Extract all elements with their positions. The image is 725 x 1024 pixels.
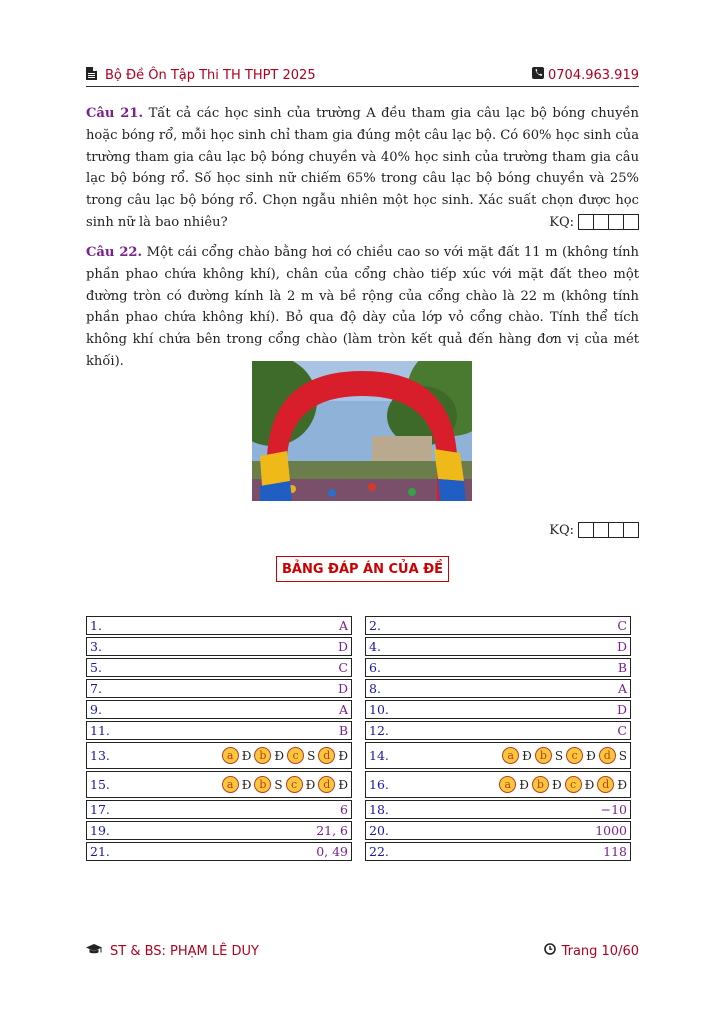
answer-cell	[365, 637, 631, 656]
option-c-badge: c	[566, 747, 583, 764]
option-b-verdict: Đ	[551, 777, 562, 792]
answer-cell	[86, 637, 352, 656]
answer-value: D	[337, 681, 348, 696]
question-number: 7.	[90, 681, 102, 696]
answer-value: B	[617, 660, 627, 675]
question-number: 19.	[90, 823, 110, 838]
answer-value: 0, 49	[316, 844, 348, 859]
option-d-badge: d	[599, 747, 616, 764]
kq-label: KQ:	[549, 214, 574, 230]
table-row	[86, 721, 631, 740]
question-number: 11.	[90, 723, 110, 738]
question-number: 14.	[369, 748, 389, 763]
true-false-options	[499, 776, 627, 793]
footer-page-number: Trang 10/60	[561, 943, 639, 959]
answer-cell	[365, 700, 631, 719]
page-header	[86, 66, 639, 87]
answer-digit-boxes[interactable]	[578, 522, 639, 538]
option-a-verdict: Đ	[522, 748, 532, 763]
answer-value: A	[617, 681, 627, 696]
table-row	[86, 658, 631, 677]
option-d-badge: d	[318, 776, 335, 793]
answer-box-21	[549, 214, 639, 230]
table-row	[86, 679, 631, 698]
answer-box-22	[549, 522, 639, 538]
option-c-verdict: Đ	[584, 777, 595, 792]
question-number: 1.	[90, 618, 102, 633]
answer-value: D	[616, 702, 627, 717]
answer-value: C	[617, 723, 627, 738]
answer-cell	[86, 800, 352, 819]
question-number: 8.	[369, 681, 381, 696]
answer-value: 21, 6	[316, 823, 348, 838]
question-number: 22.	[369, 844, 389, 859]
answer-value: B	[338, 723, 348, 738]
answer-cell	[86, 821, 352, 840]
phone-icon	[532, 67, 544, 83]
option-a-badge: a	[222, 747, 239, 764]
table-row	[86, 616, 631, 635]
answer-value: D	[337, 639, 348, 654]
question-number: 13.	[90, 748, 110, 763]
question-number: 17.	[90, 802, 110, 817]
option-b-badge: b	[254, 747, 271, 764]
question-number: 6.	[369, 660, 381, 675]
answer-cell	[365, 616, 631, 635]
answer-cell	[86, 616, 352, 635]
option-a-badge: a	[222, 776, 239, 793]
question-21-label: Câu 21.	[86, 106, 144, 121]
document-icon	[86, 67, 97, 84]
table-row	[86, 637, 631, 656]
answer-value: 118	[603, 844, 627, 859]
answer-table-title: BẢNG ĐÁP ÁN CỦA ĐỀ	[276, 556, 449, 582]
option-c-badge: c	[565, 776, 582, 793]
answer-digit-boxes[interactable]	[578, 214, 639, 230]
option-a-verdict: Đ	[519, 777, 529, 792]
answer-cell	[86, 742, 352, 769]
option-b-verdict: Đ	[274, 748, 285, 763]
question-number: 15.	[90, 777, 110, 792]
true-false-options	[502, 747, 627, 764]
answer-value: A	[338, 702, 348, 717]
question-number: 20.	[369, 823, 389, 838]
clock-icon	[544, 943, 556, 959]
true-false-options	[222, 747, 348, 764]
answer-cell	[86, 679, 352, 698]
question-22	[86, 242, 639, 373]
answer-value: A	[338, 618, 348, 633]
answer-value: 6	[340, 802, 348, 817]
answer-cell	[365, 771, 631, 798]
answer-cell	[86, 771, 352, 798]
question-number: 10.	[369, 702, 389, 717]
answer-cell	[86, 842, 352, 861]
answer-cell	[365, 800, 631, 819]
answer-cell	[365, 721, 631, 740]
option-c-verdict: Đ	[586, 748, 596, 763]
table-row	[86, 700, 631, 719]
header-title: Bộ Đề Ôn Tập Thi TH THPT 2025	[105, 68, 316, 83]
option-d-verdict: Đ	[338, 777, 348, 792]
option-d-badge: d	[597, 776, 614, 793]
option-b-badge: b	[254, 776, 271, 793]
option-c-verdict: S	[307, 748, 316, 763]
question-number: 4.	[369, 639, 381, 654]
option-b-verdict: S	[274, 777, 283, 792]
answer-cell	[365, 679, 631, 698]
answer-table	[86, 616, 631, 863]
table-row	[86, 800, 631, 819]
answer-value: C	[338, 660, 348, 675]
option-c-badge: c	[287, 747, 304, 764]
option-a-verdict: Đ	[241, 777, 252, 792]
option-b-badge: b	[535, 747, 552, 764]
footer-author: ST & BS: PHẠM LÊ DUY	[110, 943, 259, 959]
graduation-cap-icon	[86, 943, 102, 959]
table-row	[86, 742, 631, 769]
answer-cell	[365, 742, 631, 769]
question-21-text: Tất cả các học sinh của trường A đều tham gia câu lạc bộ bóng chuyền hoặc bóng rổ, mỗi học sinh chỉ tham gia đúng một câu lạc bộ. Có 60% học sinh của trường tham gia câu lạc bộ bóng chuyền và 40% học sinh của trường tham gia câu lạc bộ bóng rổ. Số học sinh nữ chiếm 65% trong câu lạc bộ bóng chuyền và 25% trong câu lạc bộ bóng rổ. Chọn ngẫu nhiên một học sinh. Xác suất chọn được học sinh nữ là bao nhiêu?	[86, 106, 639, 230]
option-c-verdict: Đ	[305, 777, 316, 792]
answer-value: −10	[600, 802, 627, 817]
question-number: 3.	[90, 639, 102, 654]
question-number: 12.	[369, 723, 389, 738]
option-d-verdict: Đ	[338, 748, 348, 763]
question-22-text: Một cái cổng chào bằng hơi có chiều cao so với mặt đất 11 m (không tính phần phao chứa không khí), chân của cổng chào tiếp xúc với mặt đất theo một đường tròn có đường kính là 2 m và bề rộng của cổng chào là 22 m (không tính phần phao chứa không khí). Bỏ qua độ dày của lớp vỏ cổng chào. Tính thể tích không khí chứa bên trong cổng chào (làm tròn kết quả đến hàng đơn vị của mét khối).	[86, 245, 639, 369]
option-c-badge: c	[286, 776, 303, 793]
option-d-badge: d	[318, 747, 335, 764]
option-b-verdict: S	[554, 748, 564, 763]
answer-cell	[365, 842, 631, 861]
question-22-label: Câu 22.	[86, 245, 143, 260]
question-number: 9.	[90, 702, 102, 717]
table-row	[86, 842, 631, 861]
answer-value: D	[616, 639, 627, 654]
answer-cell	[86, 721, 352, 740]
option-a-verdict: Đ	[241, 748, 252, 763]
option-b-badge: b	[532, 776, 549, 793]
true-false-options	[222, 776, 348, 793]
inflatable-arch-photo	[252, 361, 472, 501]
answer-cell	[86, 700, 352, 719]
answer-value: 1000	[595, 823, 627, 838]
question-number: 21.	[90, 844, 110, 859]
kq-label: KQ:	[549, 522, 574, 538]
question-number: 18.	[369, 802, 389, 817]
answer-value: C	[617, 618, 627, 633]
table-row	[86, 771, 631, 798]
header-phone: 0704.963.919	[548, 67, 639, 83]
page-footer	[86, 943, 639, 961]
option-d-verdict: S	[618, 748, 627, 763]
question-number: 5.	[90, 660, 102, 675]
option-a-badge: a	[499, 776, 516, 793]
option-a-badge: a	[502, 747, 519, 764]
option-d-verdict: Đ	[617, 777, 627, 792]
answer-cell	[365, 658, 631, 677]
table-row	[86, 821, 631, 840]
answer-cell	[86, 658, 352, 677]
answer-cell	[365, 821, 631, 840]
question-number: 2.	[369, 618, 381, 633]
question-number: 16.	[369, 777, 389, 792]
